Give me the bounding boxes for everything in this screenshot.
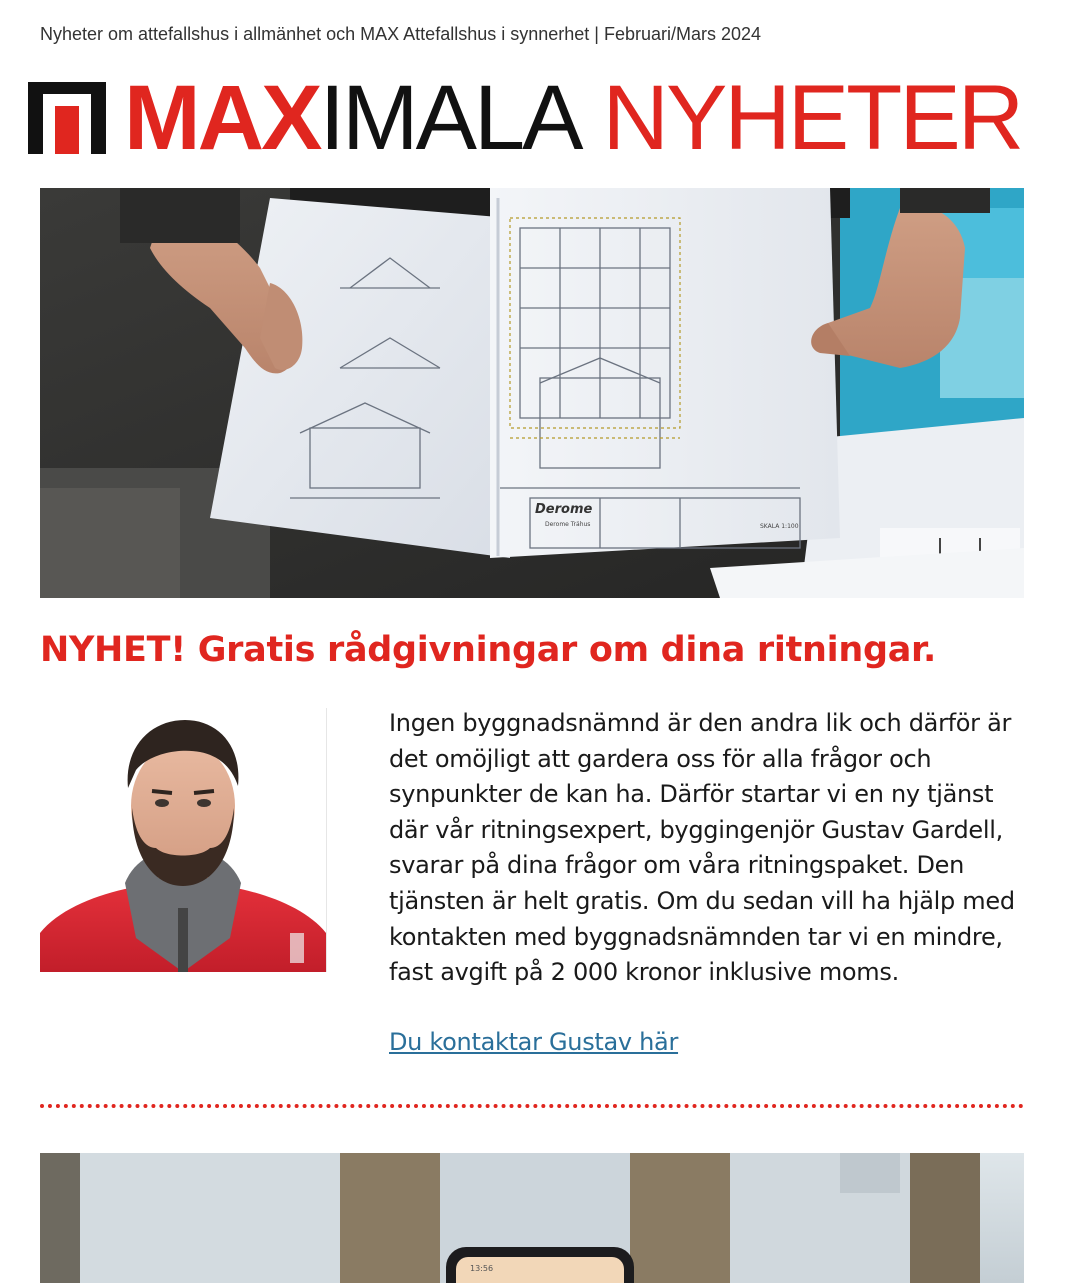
section-divider <box>40 1104 1024 1108</box>
brand-imala: IMALA <box>319 67 581 169</box>
gustav-portrait-image <box>40 708 327 972</box>
max-logo-mark-icon <box>28 82 106 154</box>
brand-nyheter: NYHETER <box>602 67 1022 169</box>
drawing-subtitle-label: Derome Trähus <box>545 521 591 528</box>
drawing-scale-label: SKALA 1:100 <box>760 523 799 530</box>
article-body: Ingen byggnadsnämnd är den andra lik och därför är det omöjligt att gardera oss för alla frågor och synpunkter de kan ha. Därför startar vi en ny tjänst där vår ritningsexpert, byggingenjör Gustav Gardell, svarar på dina frågor om våra ritningspaket. Den tjänsten är helt gratis. Om du sedan vill ha hjälp med kontakten med byggnadsnämnden tar vi en mindre, fast avgift på 2 000 kronor inklusive moms. <box>389 709 1015 987</box>
drawing-brand-label: Derome <box>535 502 593 517</box>
newsletter-title <box>124 67 1022 169</box>
phone-time-label: 13:56 <box>470 1264 494 1273</box>
preheader-text: Nyheter om attefallshus i allmänhet och MAX Attefallshus i synnerhet | Februari/Mars 2024 <box>40 24 762 44</box>
article-headline: NYHET! Gratis rådgivningar om dina ritningar. <box>40 630 936 670</box>
brand-max: MAX <box>124 67 320 169</box>
masthead <box>28 67 1052 169</box>
blueprint-hero-image <box>40 188 1024 598</box>
next-article-image <box>40 1153 1024 1283</box>
contact-gustav-link[interactable]: Du kontaktar Gustav här <box>389 1028 679 1056</box>
